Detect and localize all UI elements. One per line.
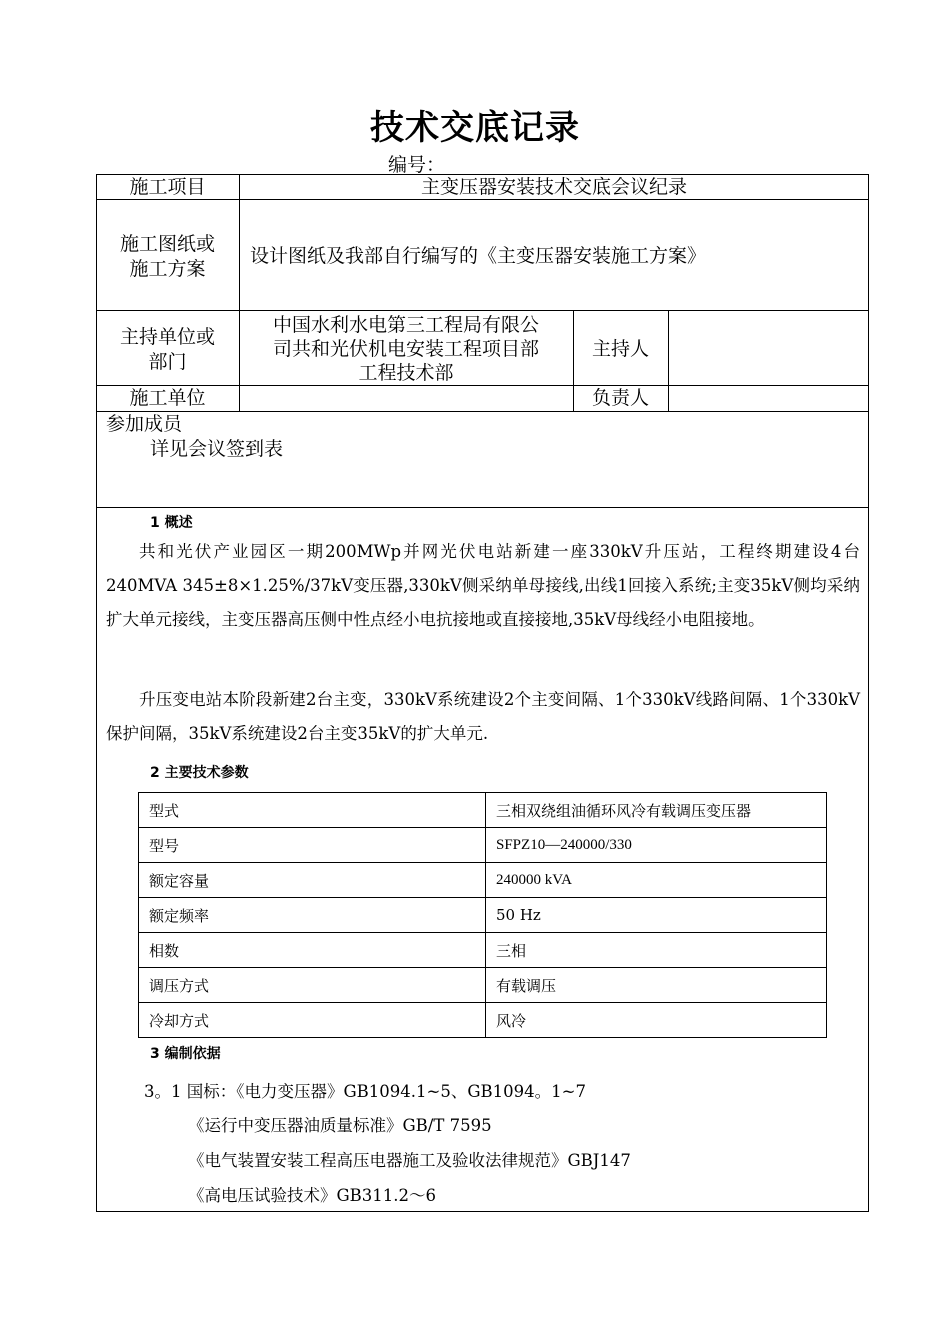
host-value-line2: 司共和光伏机电安装工程项目部 — [272, 338, 539, 360]
params-table — [138, 792, 827, 1038]
members-label: 参加成员 — [106, 413, 183, 435]
section3-heading: 3 编制依据 — [150, 1046, 221, 1062]
table-row: 额定频率 50 Hz — [139, 898, 827, 933]
table-row: 型号 SFPZ10—240000/330 — [139, 828, 827, 863]
section1-paragraph2: 升压变电站本阶段新建2台主变，330kV系统建设2个主变间隔、1个330kV线路间隔、1个330kV保护间隔，35kV系统建设2台主变35kV的扩大单元. — [106, 690, 860, 743]
project-value: 主变压器安装技术交底会议纪录 — [420, 176, 687, 198]
drawings-label-line1: 施工图纸或 — [119, 233, 215, 255]
table-row: 相数 三相 — [139, 933, 827, 968]
table-row: 调压方式 有载调压 — [139, 968, 827, 1003]
table-row: 冷却方式 风冷 — [139, 1003, 827, 1038]
serial-number-label: 编号： — [388, 154, 446, 176]
reference-item: 《电气装置安装工程高压电器施工及验收法律规范》GBJ147 — [188, 1151, 631, 1170]
section2-heading: 2 主要技术参数 — [150, 765, 249, 781]
leader-label: 负责人 — [591, 387, 649, 409]
host-person-label: 主持人 — [591, 338, 649, 360]
table-row: 额定容量 240000 kVA — [139, 863, 827, 898]
drawings-value: 设计图纸及我部自行编写的《主变压器安装施工方案》 — [250, 245, 707, 267]
table-row: 型式 三相双绕组油循环风冷有载调压变压器 — [139, 793, 827, 828]
page-title: 技术交底记录 — [370, 108, 580, 148]
members-value: 详见会议签到表 — [150, 438, 284, 460]
host-value-line3: 工程技术部 — [358, 362, 454, 384]
host-label-line2: 部门 — [148, 351, 187, 373]
section1-heading: 1 概述 — [150, 515, 193, 531]
reference-item: 3。1 国标：《电力变压器》GB1094.1~5、GB1094。1~7 — [144, 1082, 586, 1101]
section1-paragraph1: 共和光伏产业园区一期200MWp并网光伏电站新建一座330kV升压站，工程终期建设4台240MVA 345±8×1.25%/37kV变压器,330kV侧采纳单母接线,出线1回接入系统;主变35kV侧均采纳扩大单元接线，主变压器高压侧中性点经小电抗接地或直接接地,35kV母线经小电阻接地。 — [106, 542, 860, 629]
reference-item: 《高电压试验技术》GB311.2～6 — [188, 1186, 437, 1205]
reference-item: 《运行中变压器油质量标准》GB/T 7595 — [188, 1116, 492, 1135]
host-label-line1: 主持单位或 — [119, 326, 215, 348]
drawings-label-line2: 施工方案 — [129, 258, 206, 280]
construction-unit-label: 施工单位 — [129, 387, 206, 409]
project-label: 施工项目 — [129, 176, 206, 198]
host-value-line1: 中国水利水电第三工程局有限公 — [272, 314, 539, 336]
